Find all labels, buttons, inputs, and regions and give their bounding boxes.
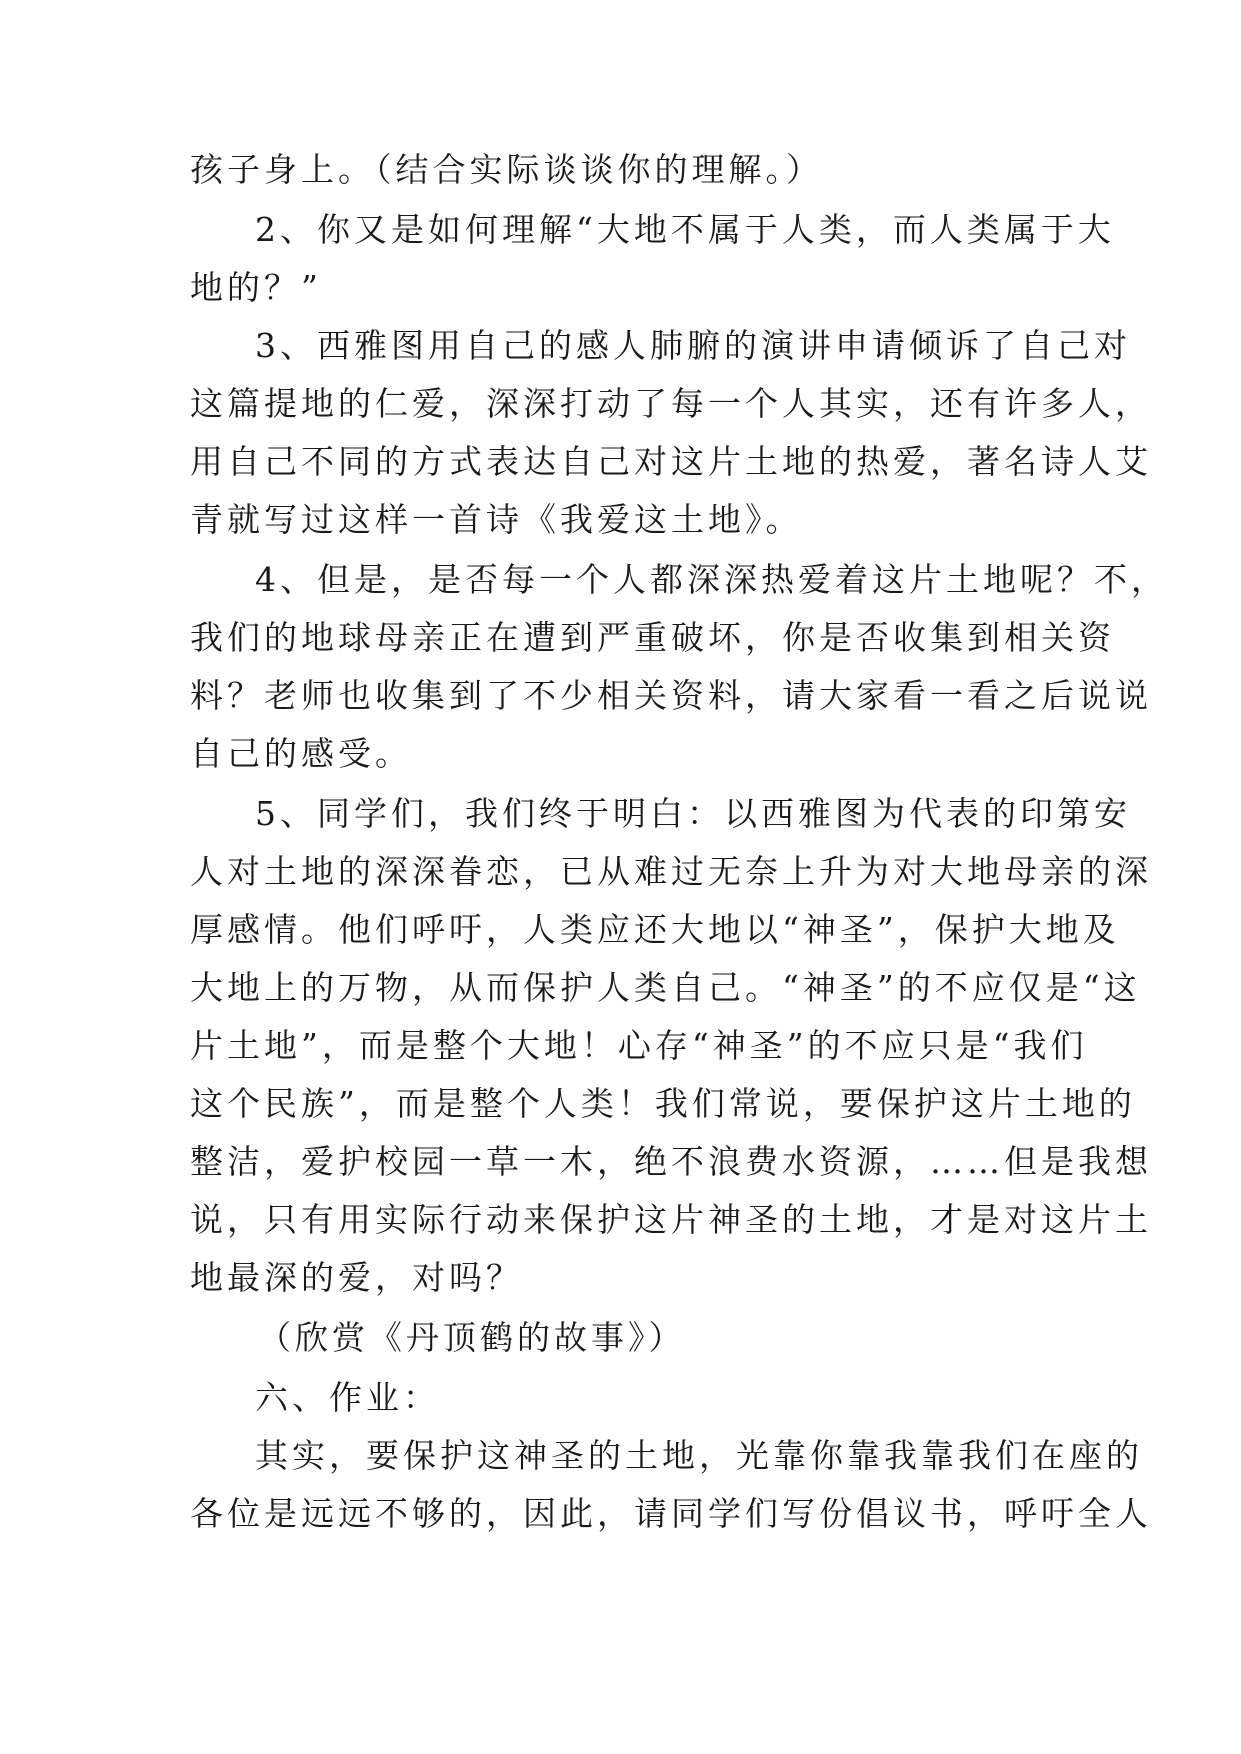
text-line: 地最深的爱，对吗？: [190, 1258, 523, 1297]
text-line: 地的？”: [190, 268, 322, 307]
text-line: 4、但是，是否每一个人都深深热爱着这片土地呢？不，: [255, 560, 1168, 599]
text-line: 自己的感受。: [190, 734, 412, 773]
text-line: 5、同学们，我们终于明白：以西雅图为代表的印第安: [255, 794, 1131, 833]
text-line: 片土地”，而是整个大地！心存“神圣”的不应只是“我们: [190, 1026, 1088, 1065]
text-line: 厚感情。他们呼吁，人类应还大地以“神圣”，保护大地及: [190, 910, 1120, 949]
text-line: （欣赏《丹顶鹤的故事》）: [258, 1318, 686, 1357]
text-line: 人对土地的深深眷恋，已从难过无奈上升为对大地母亲的深: [190, 852, 1152, 891]
text-line: 孩子身上。（结合实际谈谈你的理解。）: [190, 150, 823, 189]
text-line: 料？老师也收集到了不少相关资料，请大家看一看之后说说: [190, 676, 1152, 715]
text-line: 我们的地球母亲正在遭到严重破坏，你是否收集到相关资: [190, 618, 1115, 657]
text-line: 青就写过这样一首诗《我爱这土地》。: [190, 500, 803, 539]
section-heading: 六、作业：: [255, 1378, 440, 1417]
text-line: 大地上的万物，从而保护人类自己。“神圣”的不应仅是“这: [190, 968, 1141, 1007]
text-line: 整洁，爱护校园一草一木，绝不浪费水资源，……但是我想: [190, 1142, 1152, 1181]
text-line: 其实，要保护这神圣的土地，光靠你靠我靠我们在座的: [255, 1436, 1143, 1475]
text-line: 各位是远远不够的，因此，请同学们写份倡议书，呼吁全人: [190, 1494, 1152, 1533]
text-line: 这个民族”，而是整个人类！我们常说，要保护这片土地的: [190, 1084, 1136, 1123]
text-line: 说，只有用实际行动来保护这片神圣的土地，才是对这片土: [190, 1200, 1152, 1239]
text-line: 用自己不同的方式表达自己对这片土地的热爱，著名诗人艾: [190, 442, 1152, 481]
text-line: 3、西雅图用自己的感人肺腑的演讲申请倾诉了自己对: [255, 326, 1131, 365]
text-line: 这篇提地的仁爱，深深打动了每一个人其实，还有许多人，: [190, 384, 1152, 423]
text-line: 2、你又是如何理解“大地不属于人类，而人类属于大: [255, 210, 1115, 249]
